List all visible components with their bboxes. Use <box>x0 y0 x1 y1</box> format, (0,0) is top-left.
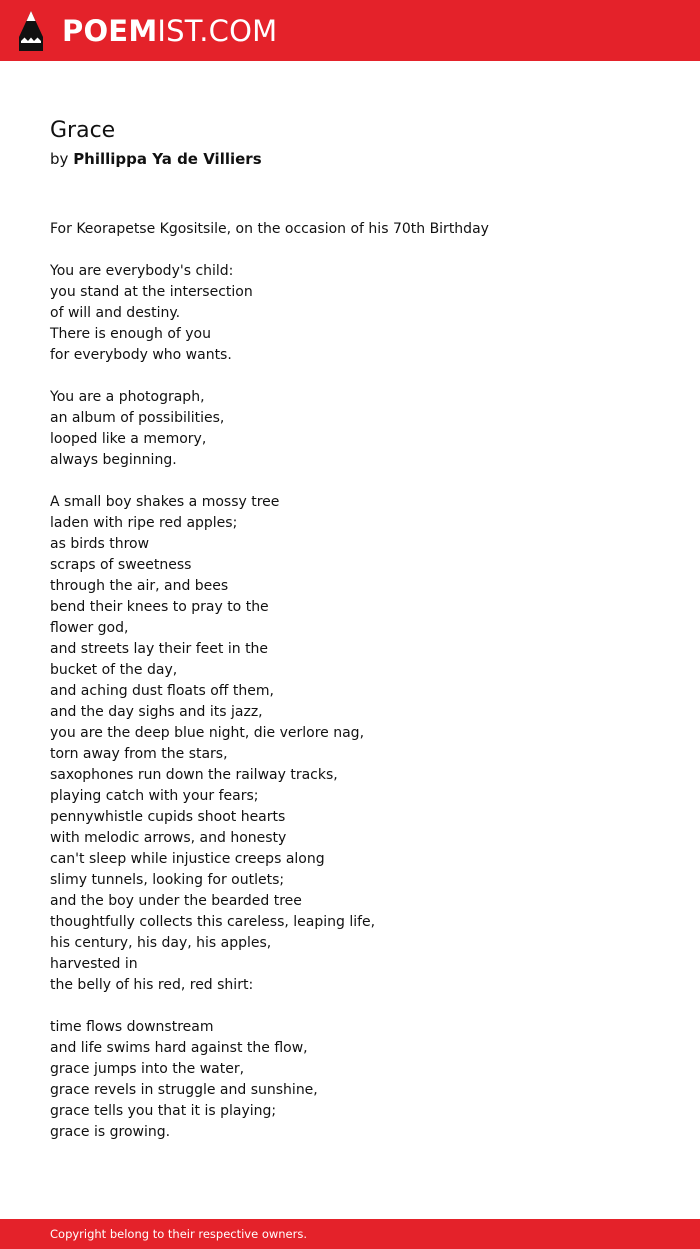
poem-line: scraps of sweetness <box>50 557 192 573</box>
poem-line: flower god, <box>50 620 129 636</box>
poem-line: and streets lay their feet in the <box>50 641 269 657</box>
poem-byline <box>50 149 262 169</box>
stanza-break <box>50 366 670 387</box>
poem-line: through the air, and bees <box>50 578 229 594</box>
poem-line: time flows downstream <box>50 1019 214 1035</box>
poem-line: and aching dust floats off them, <box>50 683 274 699</box>
poem-line: with melodic arrows, and honesty <box>50 830 287 846</box>
poem-line: an album of possibilities, <box>50 410 225 426</box>
poem-line: grace revels in struggle and sunshine, <box>50 1082 318 1098</box>
site-header <box>0 0 700 61</box>
poem-line: thoughtfully collects this careless, leaping life, <box>50 914 376 930</box>
by-label: by <box>50 150 69 168</box>
poem-line: can't sleep while injustice creeps along <box>50 851 325 867</box>
poem-line: looped like a memory, <box>50 431 207 447</box>
poem-dedication: For Keorapetse Kgositsile, on the occasion of his 70th Birthday <box>50 221 489 237</box>
stanza-break <box>50 240 670 261</box>
poem-line: torn away from the stars, <box>50 746 228 762</box>
poem-line: There is enough of you <box>50 326 211 342</box>
poem-line: for everybody who wants. <box>50 347 232 363</box>
poem-line: laden with ripe red apples; <box>50 515 238 531</box>
poem-line: you stand at the intersection <box>50 284 253 300</box>
poem-line: playing catch with your fears; <box>50 788 259 804</box>
poem-line: bucket of the day, <box>50 662 178 678</box>
poem-title: Grace <box>50 118 116 143</box>
site-footer <box>0 1219 700 1249</box>
poem-line: grace jumps into the water, <box>50 1061 245 1077</box>
poem-line: of will and destiny. <box>50 305 181 321</box>
stanza-break <box>50 996 670 1017</box>
pencil-icon[interactable] <box>17 10 45 52</box>
logo-light-text: IST.COM <box>157 14 278 48</box>
poem-line: bend their knees to pray to the <box>50 599 269 615</box>
poem-body <box>50 219 670 1143</box>
poem-line: You are a photograph, <box>50 389 205 405</box>
poem-author: Phillippa Ya de Villiers <box>73 150 262 168</box>
stanza-break <box>50 471 670 492</box>
poem-line: A small boy shakes a mossy tree <box>50 494 280 510</box>
poem-line: his century, his day, his apples, <box>50 935 272 951</box>
poem-line: always beginning. <box>50 452 177 468</box>
poem-line: slimy tunnels, looking for outlets; <box>50 872 285 888</box>
poem-line: pennywhistle cupids shoot hearts <box>50 809 286 825</box>
site-logo[interactable] <box>62 13 277 49</box>
copyright-text: Copyright belong to their respective owners. <box>50 1227 308 1241</box>
poem-line: saxophones run down the railway tracks, <box>50 767 338 783</box>
poem-line: You are everybody's child: <box>50 263 234 279</box>
poem-line: you are the deep blue night, die verlore nag, <box>50 725 365 741</box>
poem-line: as birds throw <box>50 536 150 552</box>
poem-line: and the day sighs and its jazz, <box>50 704 263 720</box>
poem-line: grace is growing. <box>50 1124 171 1140</box>
poem-line: the belly of his red, red shirt: <box>50 977 254 993</box>
logo-bold-text: POEM <box>62 14 158 48</box>
poem-line: and life swims hard against the flow, <box>50 1040 308 1056</box>
poem-line: harvested in <box>50 956 138 972</box>
poem-line: grace tells you that it is playing; <box>50 1103 277 1119</box>
poem-line: and the boy under the bearded tree <box>50 893 302 909</box>
